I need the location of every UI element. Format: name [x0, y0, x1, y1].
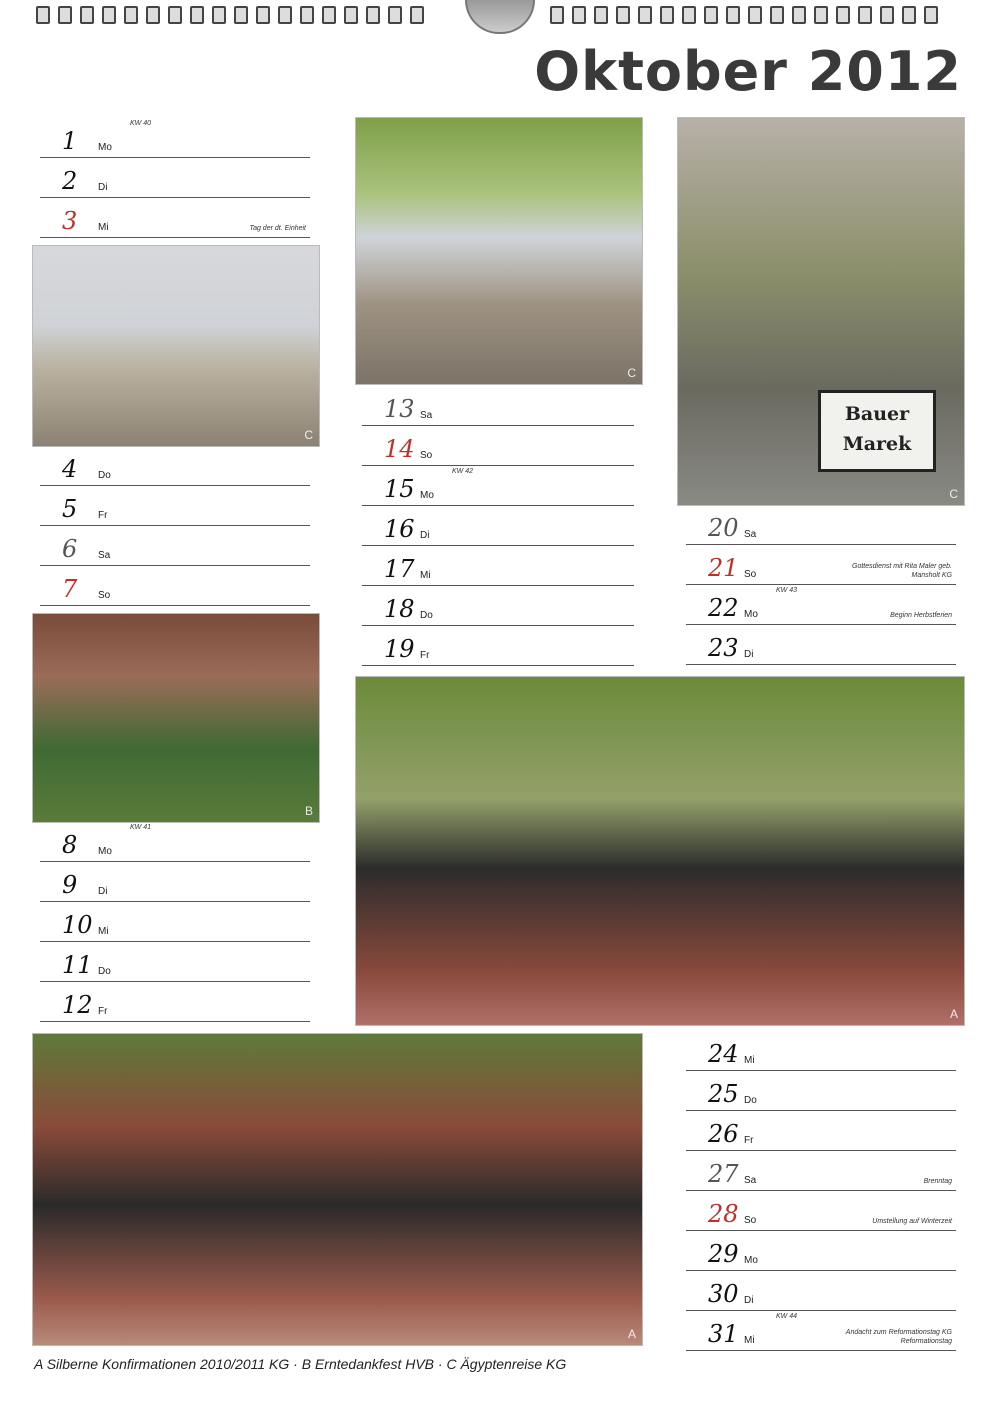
- day-row: 26 Fr: [686, 1111, 956, 1151]
- day-row-saturday: 13 Sa: [362, 386, 634, 426]
- day-row: 4 Do: [40, 446, 310, 486]
- day-row: KW 40 1 Mo: [40, 118, 310, 158]
- day-row-sunday: 28 So Umstellung auf Winterzeit: [686, 1191, 956, 1231]
- day-row: 29 Mo: [686, 1231, 956, 1271]
- day-row: 19 Fr: [362, 626, 634, 666]
- photo-egypt-sphinx: C: [32, 245, 320, 447]
- day-row: 17 Mi: [362, 546, 634, 586]
- day-row: 2 Di: [40, 158, 310, 198]
- photo-caption: A Silberne Konfirmationen 2010/2011 KG · B Erntedankfest HVB · C Ägyptenreise KG: [34, 1356, 567, 1372]
- photo-harvest-festival: B: [32, 613, 320, 823]
- photo-confirmation-group-2: A: [32, 1033, 643, 1346]
- photo-egypt-pyramid: C: [355, 117, 643, 385]
- page-title: Oktober 2012: [534, 40, 962, 103]
- day-row: 30 Di: [686, 1271, 956, 1311]
- day-row-holiday: 3 Mi Tag der dt. Einheit: [40, 198, 310, 238]
- day-row-sunday: 7 So: [40, 566, 310, 606]
- day-row: 12 Fr: [40, 982, 310, 1022]
- photo-confirmation-group-1: A: [355, 676, 965, 1026]
- day-row-sunday: 21 So Gottesdienst mit Rita Maler geb. Mansholt KG: [686, 545, 956, 585]
- spiral-binding-left: [36, 6, 424, 24]
- day-row-saturday: 6 Sa: [40, 526, 310, 566]
- day-row: 25 Do: [686, 1071, 956, 1111]
- day-row: 5 Fr: [40, 486, 310, 526]
- day-row: 11 Do: [40, 942, 310, 982]
- day-row: KW 42 15 Mo: [362, 466, 634, 506]
- day-row-saturday: 20 Sa: [686, 505, 956, 545]
- day-row: 10 Mi: [40, 902, 310, 942]
- day-row: KW 41 8 Mo: [40, 822, 310, 862]
- day-row: 23 Di: [686, 625, 956, 665]
- photo-child-harvest-cart: Bauer Marek C: [677, 117, 965, 506]
- bauer-marek-sign: Bauer Marek: [818, 390, 936, 472]
- hanger-hook: [465, 0, 535, 34]
- day-row: 16 Di: [362, 506, 634, 546]
- day-row: KW 44 31 Mi Andacht zum Reformationstag KG Reformationstag: [686, 1311, 956, 1351]
- day-row-sunday: 14 So: [362, 426, 634, 466]
- day-row: 18 Do: [362, 586, 634, 626]
- spiral-binding-right: [550, 6, 938, 24]
- day-row-saturday: 27 Sa Brenntag: [686, 1151, 956, 1191]
- day-row: KW 43 22 Mo Beginn Herbstferien: [686, 585, 956, 625]
- day-row: 9 Di: [40, 862, 310, 902]
- day-row: 24 Mi: [686, 1031, 956, 1071]
